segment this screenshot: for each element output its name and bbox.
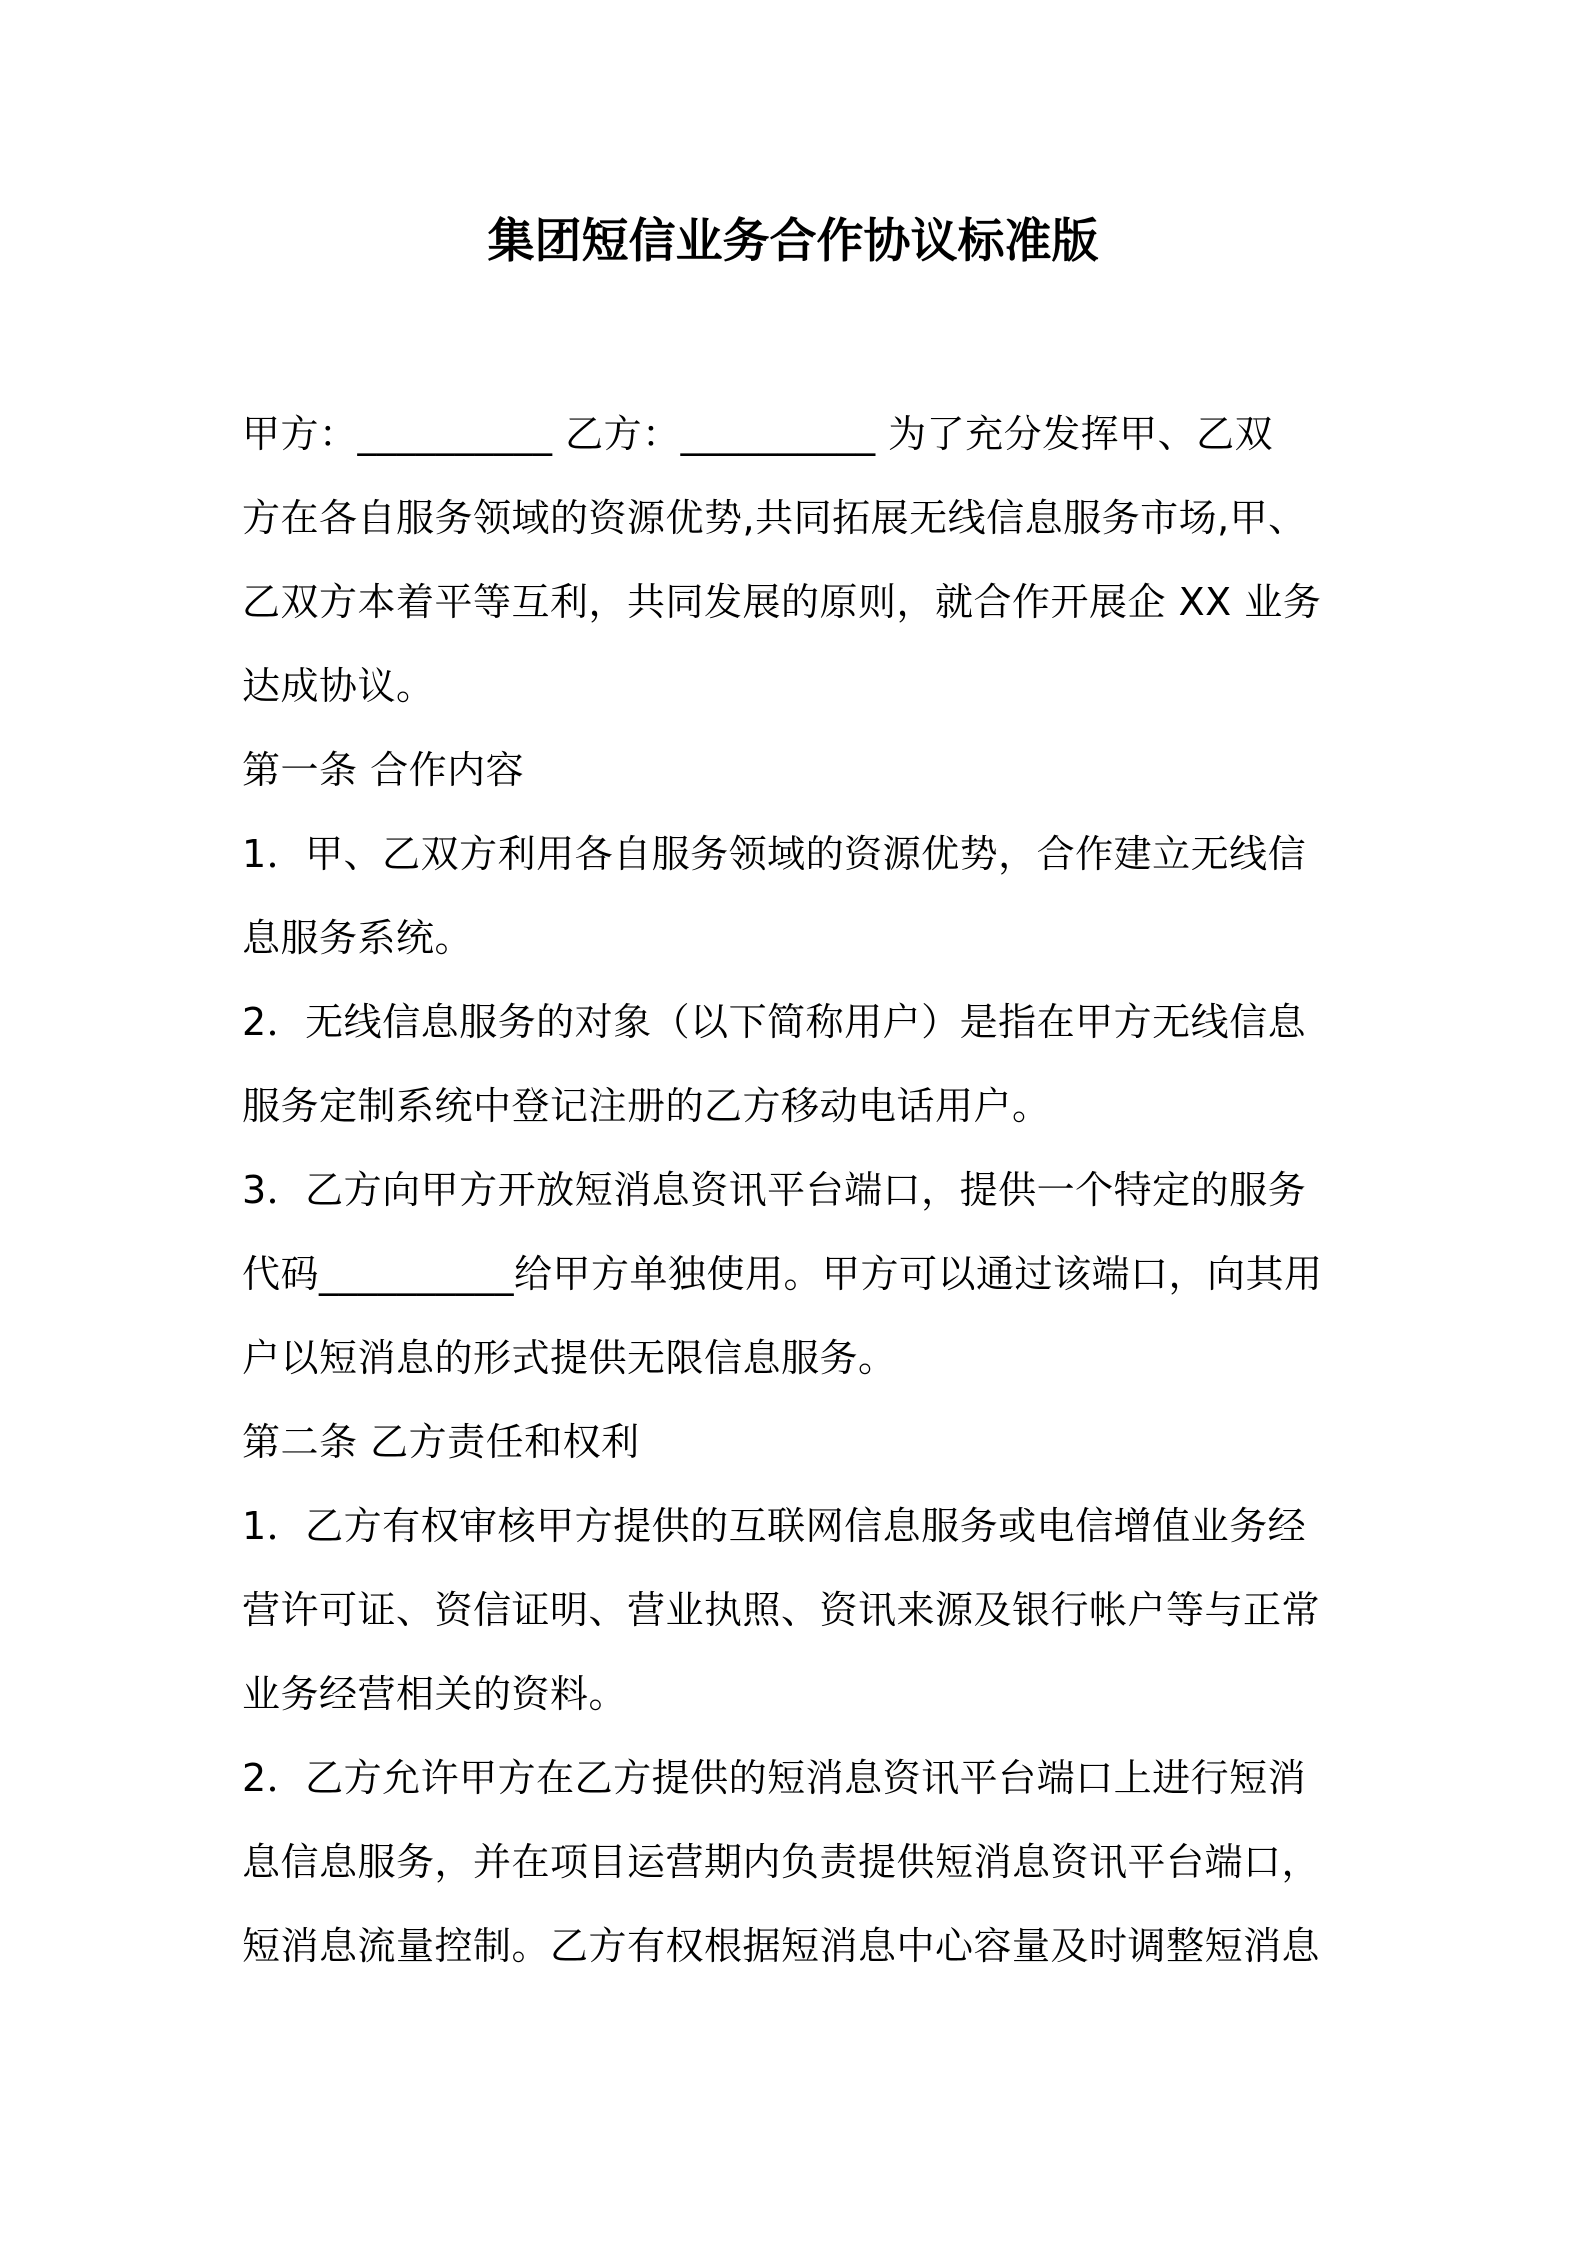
paragraph-line: 达成协议。 bbox=[242, 664, 435, 708]
paragraph-line-parties: 甲方：__________ 乙方：__________ 为了充分发挥甲、乙双 bbox=[242, 412, 1274, 456]
paragraph-line: 方在各自服务领域的资源优势,共同拓展无线信息服务市场,甲、 bbox=[242, 496, 1307, 540]
clause-line: 代码__________给甲方单独使用。甲方可以通过该端口，向其用 bbox=[242, 1252, 1323, 1296]
clause-line: 服务定制系统中登记注册的乙方移动电话用户。 bbox=[242, 1084, 1051, 1128]
clause-line: 1．乙方有权审核甲方提供的互联网信息服务或电信增值业务经 bbox=[242, 1504, 1307, 1548]
clause-line: 息信息服务，并在项目运营期内负责提供短消息资讯平台端口， bbox=[242, 1840, 1321, 1884]
clause-line: 2．无线信息服务的对象（以下简称用户）是指在甲方无线信息 bbox=[242, 1000, 1307, 1044]
clause-line: 息服务系统。 bbox=[242, 916, 474, 960]
section-heading-article-1: 第一条 合作内容 bbox=[242, 748, 525, 792]
clause-line: 2．乙方允许甲方在乙方提供的短消息资讯平台端口上进行短消 bbox=[242, 1756, 1307, 1800]
clause-line: 3．乙方向甲方开放短消息资讯平台端口，提供一个特定的服务 bbox=[242, 1168, 1307, 1212]
section-heading-article-2: 第二条 乙方责任和权利 bbox=[242, 1420, 640, 1464]
clause-line: 短消息流量控制。乙方有权根据短消息中心容量及时调整短消息 bbox=[242, 1924, 1321, 1968]
document-title: 集团短信业务合作协议标准版 bbox=[487, 214, 1099, 269]
clause-line: 业务经营相关的资料。 bbox=[242, 1672, 628, 1716]
paragraph-line: 乙双方本着平等互利，共同发展的原则，就合作开展企 XX 业务 bbox=[242, 580, 1322, 624]
clause-line: 1．甲、乙双方利用各自服务领域的资源优势，合作建立无线信 bbox=[242, 832, 1307, 876]
clause-line: 户以短消息的形式提供无限信息服务。 bbox=[242, 1336, 897, 1380]
clause-line: 营许可证、资信证明、营业执照、资讯来源及银行帐户等与正常 bbox=[242, 1588, 1321, 1632]
